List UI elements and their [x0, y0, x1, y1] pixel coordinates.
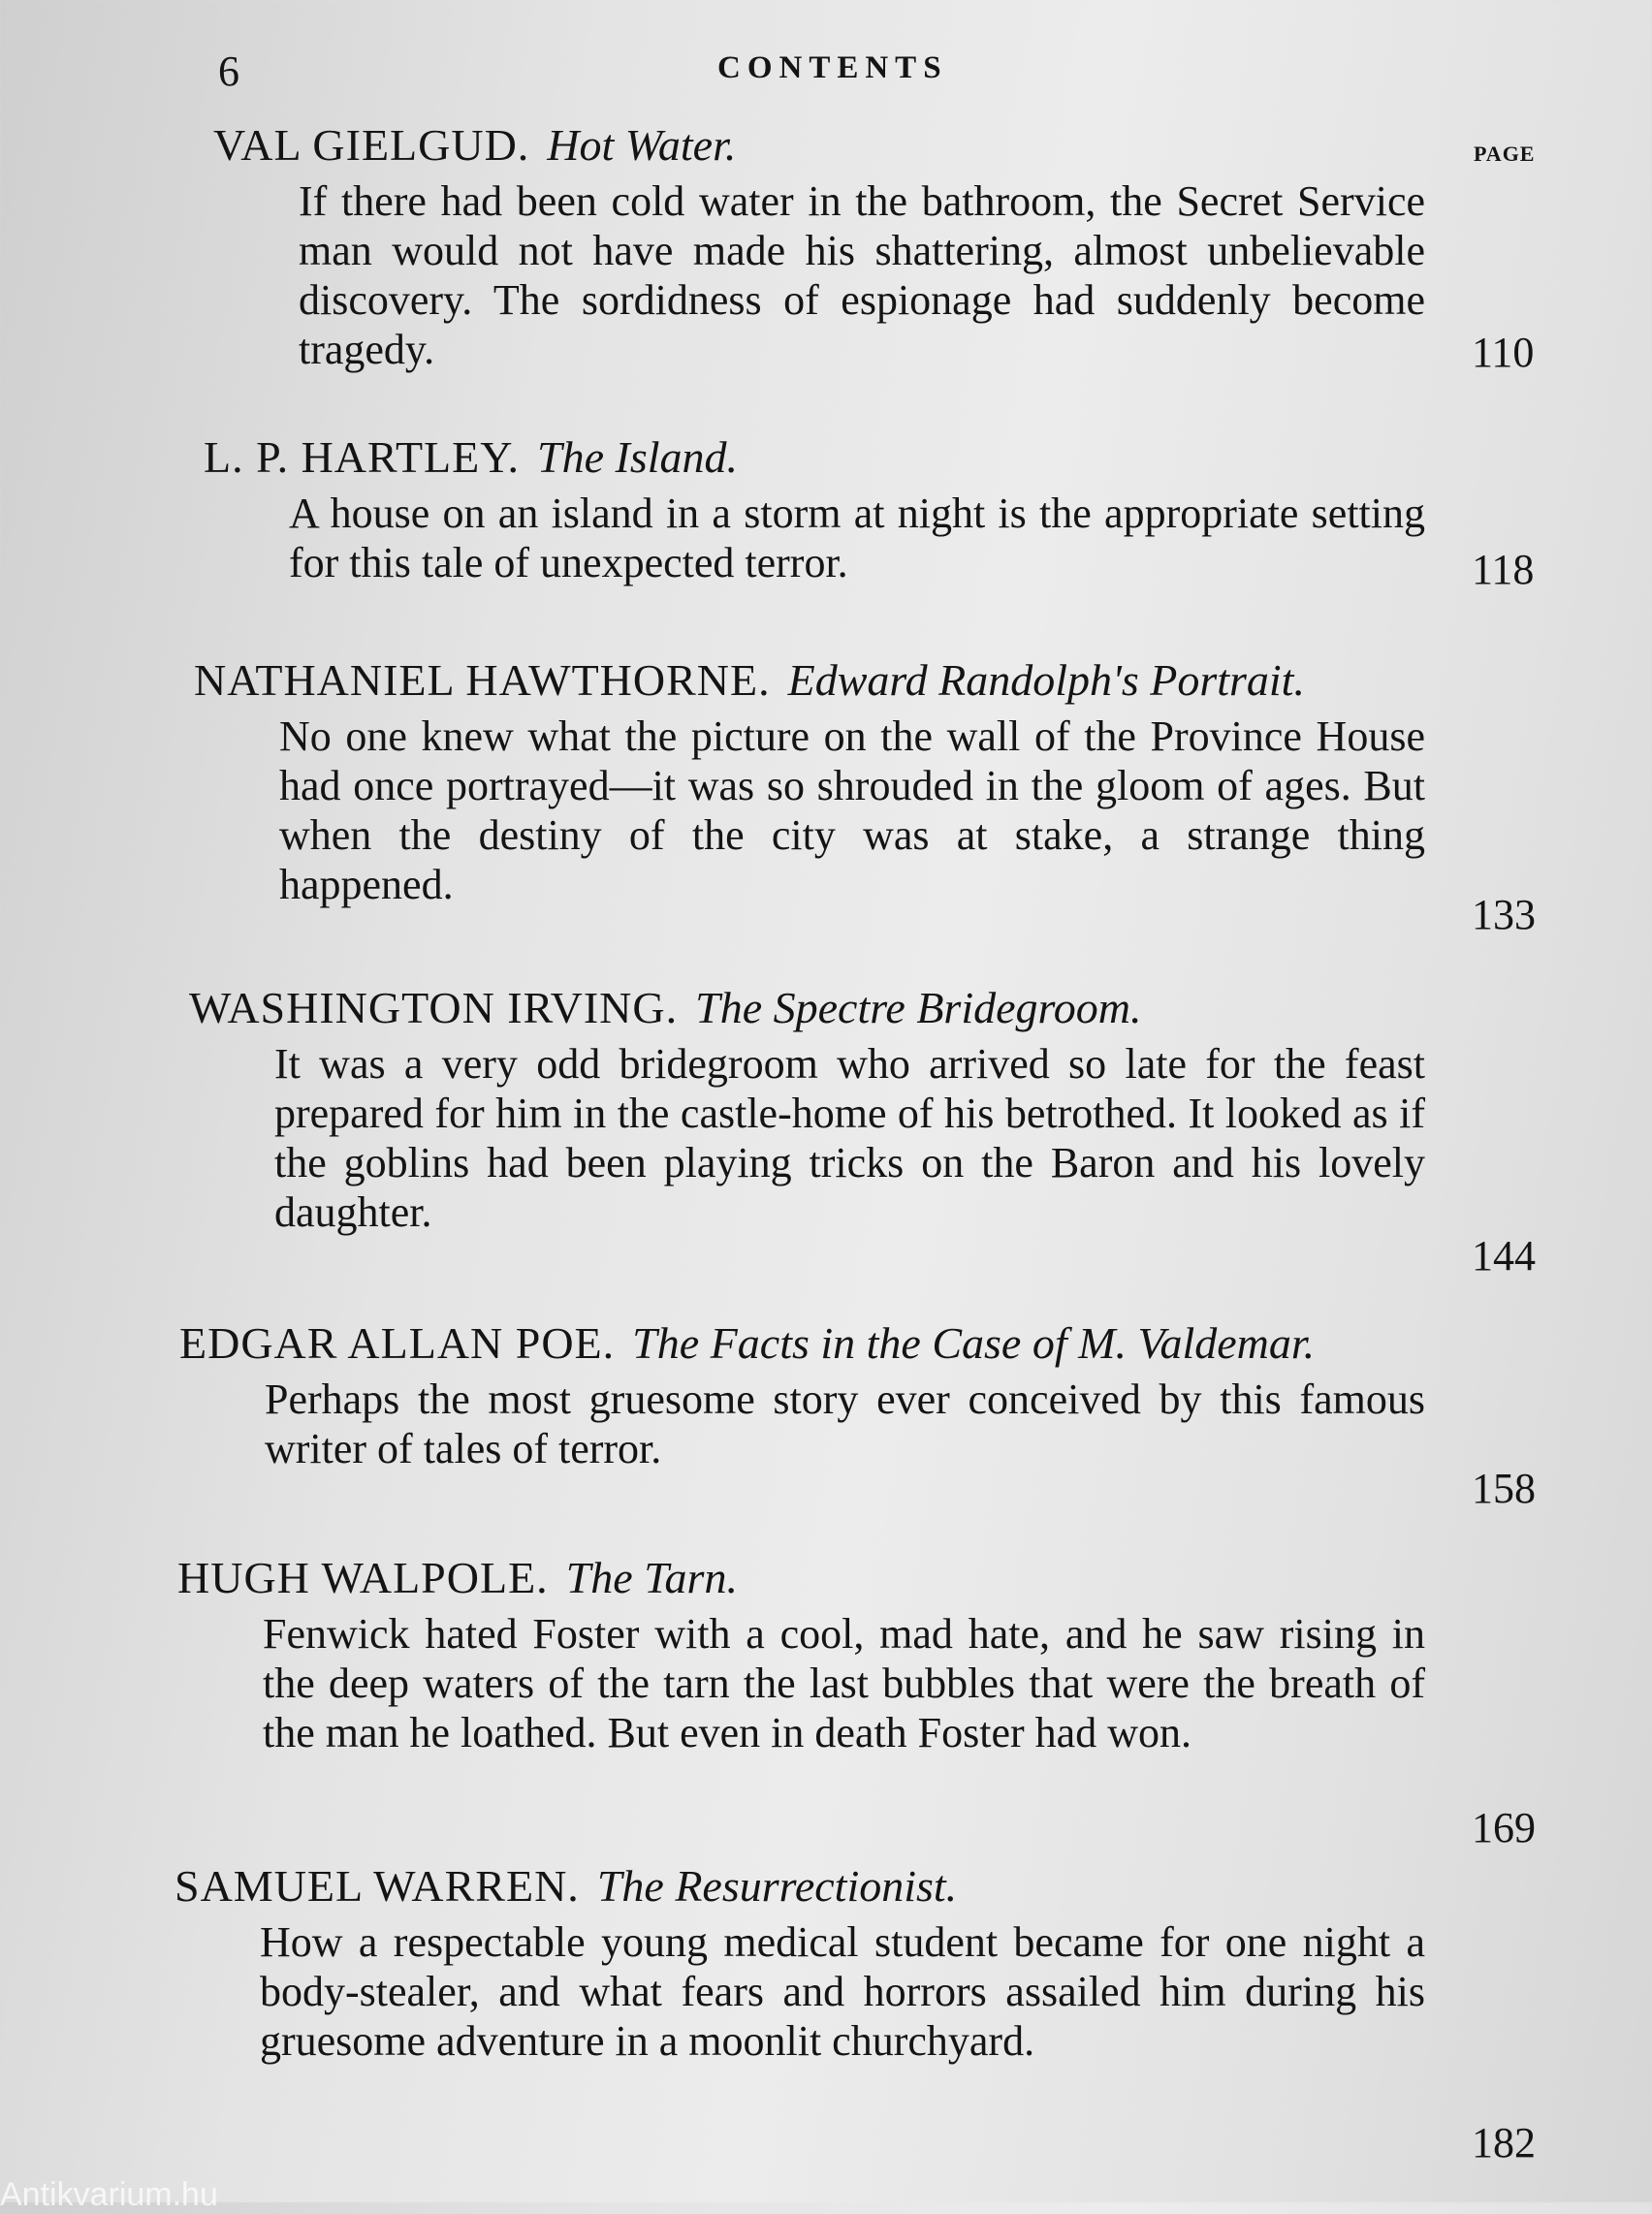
entry-blurb: If there had been cold water in the bathroom, the Secret Service man would not have made his shattering, almost unbelievable discovery. The sordidness of espionage had suddenly become tragedy. [299, 177, 1425, 373]
entry-page-number: 118 [1472, 546, 1535, 593]
entry-page-number: 158 [1472, 1465, 1536, 1512]
contents-entry [189, 981, 1425, 1237]
entry-page-number: 133 [1472, 891, 1536, 938]
entry-blurb: How a respectable young medical student became for one night a body-stealer, and what fears and horrors assailed him during his gruesome adventure in a moonlit churchyard. [260, 1918, 1425, 2065]
entry-page-number: 144 [1472, 1232, 1536, 1280]
entry-title: The Resurrectionist. [596, 1861, 958, 1911]
entry-heading [194, 653, 1425, 708]
entry-page-number: 182 [1472, 2119, 1536, 2167]
contents-entry [175, 1859, 1425, 2066]
entry-heading [204, 430, 1425, 485]
entry-heading [175, 1859, 1425, 1914]
contents-entry [194, 653, 1425, 909]
running-head: CONTENTS [717, 50, 948, 85]
entry-title: The Spectre Bridegroom. [695, 983, 1142, 1032]
contents-entry [179, 1316, 1425, 1473]
contents-entry [204, 430, 1425, 587]
contents-entry [213, 118, 1425, 374]
entry-title: Edward Randolph's Portrait. [787, 655, 1305, 705]
entry-heading [177, 1551, 1425, 1605]
entry-author: EDGAR ALLAN POE. [179, 1318, 616, 1368]
entry-title: Hot Water. [547, 120, 737, 170]
entry-author: L. P. HARTLEY. [204, 432, 521, 482]
page-column-label: PAGE [1474, 142, 1536, 166]
entry-title: The Tarn. [565, 1553, 738, 1602]
entry-page-number: 169 [1472, 1804, 1536, 1851]
entry-heading [189, 981, 1425, 1035]
entry-title: The Island. [537, 432, 739, 482]
entry-author: HUGH WALPOLE. [177, 1553, 549, 1602]
entry-page-number: 110 [1472, 329, 1535, 376]
contents-entry [177, 1551, 1425, 1757]
entry-heading [179, 1316, 1425, 1371]
entry-blurb: It was a very odd bridegroom who arrived so late for the feast prepared for him in the castle-home of his betrothed. It looked as if the goblins had been playing tricks on the Baron and his lovely daughter. [274, 1040, 1425, 1236]
entry-blurb: Fenwick hated Foster with a cool, mad hate, and he saw rising in the deep waters of the tarn the last bubbles that were the breath of the man he loathed. But even in death Foster had won. [263, 1610, 1425, 1756]
entry-heading [213, 118, 1425, 173]
entry-author: NATHANIEL HAWTHORNE. [194, 655, 771, 705]
entry-blurb: No one knew what the picture on the wall of the Province House had once portrayed—it was so shrouded in the gloom of ages. But when the destiny of the city was at stake, a strange thing happened. [279, 712, 1425, 908]
entry-author: SAMUEL WARREN. [175, 1861, 580, 1911]
entry-blurb: Perhaps the most gruesome story ever conceived by this famous writer of tales of terror. [265, 1376, 1425, 1472]
page-number: 6 [218, 47, 239, 95]
entry-blurb: A house on an island in a storm at night is the appropriate setting for this tale of unexpected terror. [289, 490, 1425, 586]
watermark: Antikvarium.hu [0, 2176, 218, 2213]
entry-author: WASHINGTON IRVING. [189, 983, 679, 1032]
entry-author: VAL GIELGUD. [213, 120, 530, 170]
entry-title: The Facts in the Case of M. Valdemar. [632, 1318, 1316, 1368]
